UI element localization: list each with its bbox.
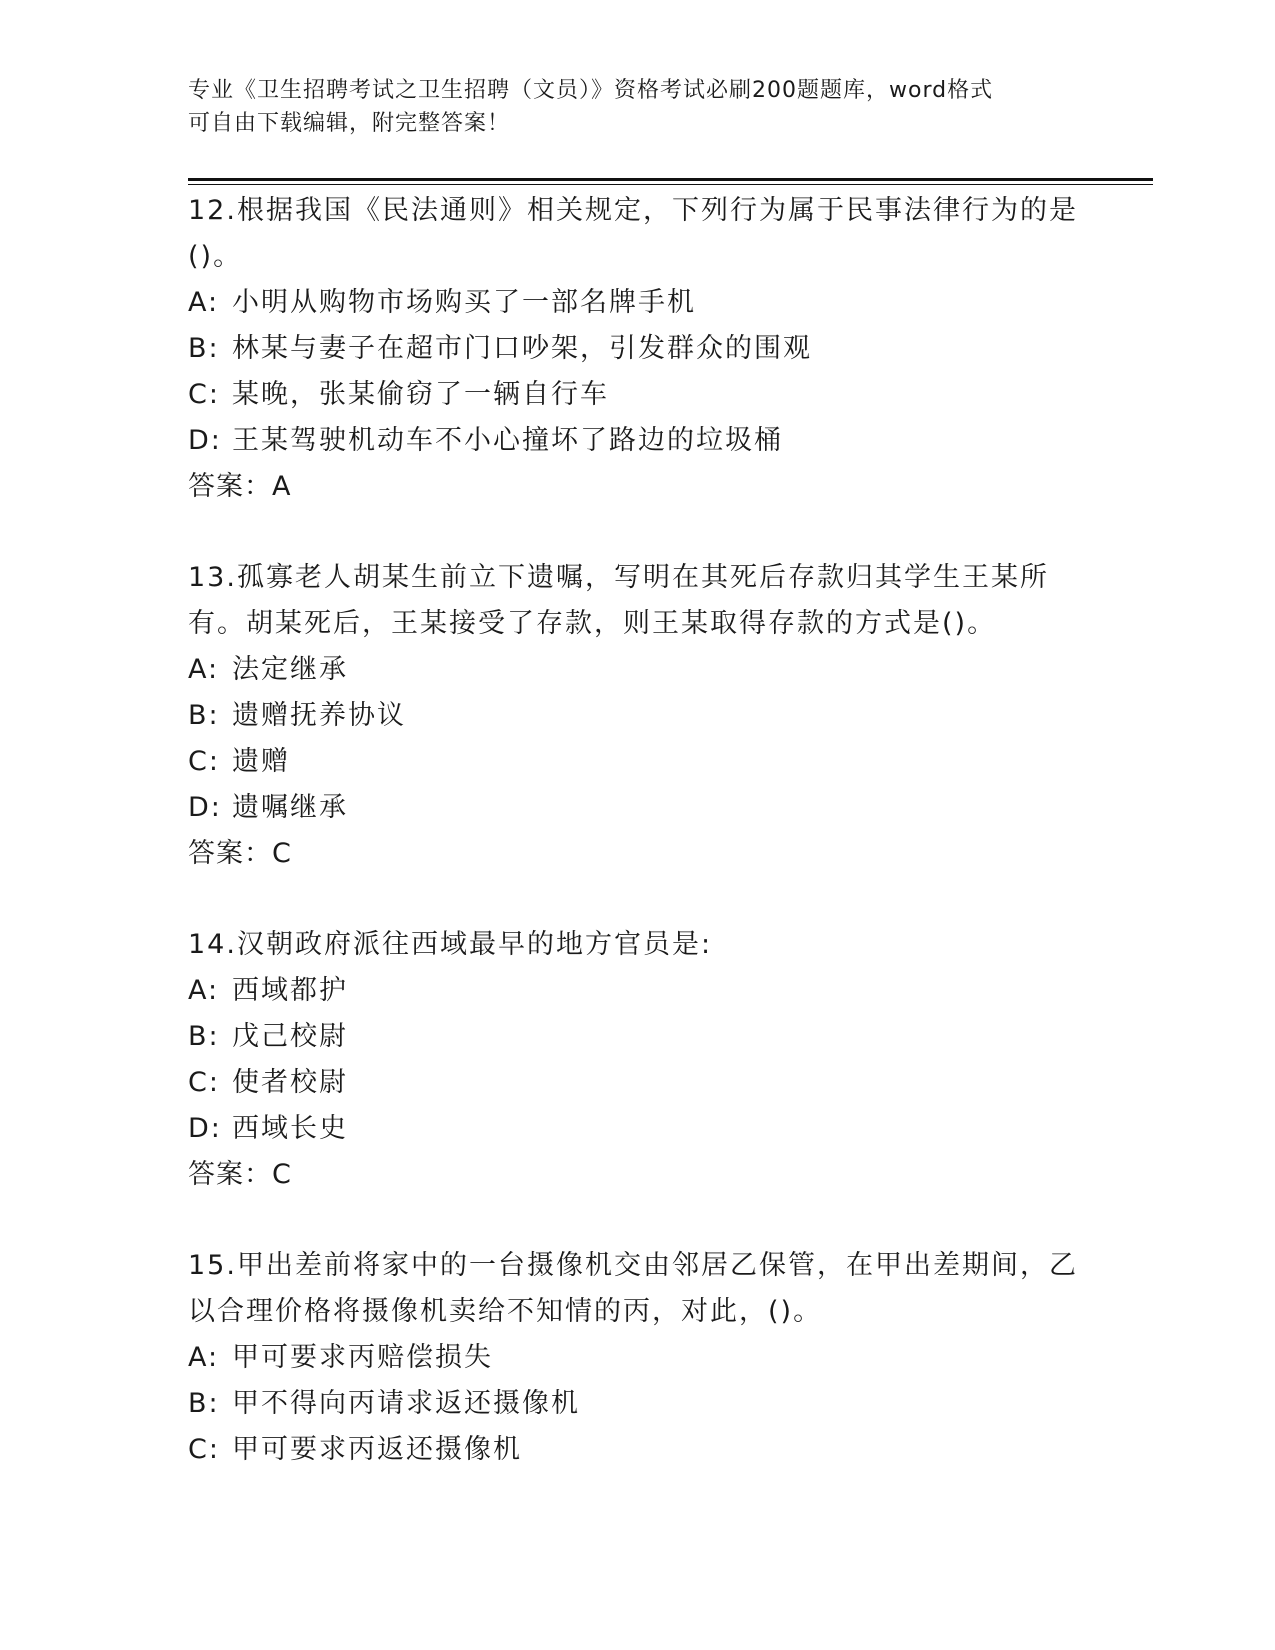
question-list (188, 188, 1088, 1518)
header-divider-thin (188, 184, 1153, 185)
question-13 (188, 555, 1088, 877)
question-stem: 14.汉朝政府派往西域最早的地方官员是: (188, 929, 713, 960)
option-b: B: 遗赠抚养协议 (188, 700, 406, 731)
option-b: B: 林某与妻子在超市门口吵架，引发群众的围观 (188, 333, 812, 364)
header-line-2: 可自由下载编辑，附完整答案！ (188, 111, 511, 136)
option-a: A: 小明从购物市场购买了一部名牌手机 (188, 287, 696, 318)
option-a: A: 甲可要求丙赔偿损失 (188, 1342, 493, 1373)
question-stem: 12.根据我国《民法通则》相关规定，下列行为属于民事法律行为的是()。 (188, 195, 1078, 272)
answer: 答案：C (188, 1159, 292, 1190)
option-c: C: 使者校尉 (188, 1067, 348, 1098)
option-c: C: 某晚，张某偷窃了一辆自行车 (188, 379, 609, 410)
question-15 (188, 1243, 1088, 1473)
option-a: A: 法定继承 (188, 654, 348, 685)
question-14 (188, 922, 1088, 1198)
option-c: C: 遗赠 (188, 746, 290, 777)
option-c: C: 甲可要求丙返还摄像机 (188, 1434, 522, 1465)
option-b: B: 戊己校尉 (188, 1021, 348, 1052)
option-b: B: 甲不得向丙请求返还摄像机 (188, 1388, 580, 1419)
option-d: D: 遗嘱继承 (188, 792, 348, 823)
answer: 答案：C (188, 838, 292, 869)
option-d: D: 西域长史 (188, 1113, 348, 1144)
option-d: D: 王某驾驶机动车不小心撞坏了路边的垃圾桶 (188, 425, 783, 456)
document-header (188, 74, 1088, 140)
header-divider-thick (188, 178, 1153, 181)
answer: 答案：A (188, 471, 292, 502)
question-stem: 13.孤寡老人胡某生前立下遗嘱，写明在其死后存款归其学生王某所有。胡某死后，王某接受了存款，则王某取得存款的方式是()。 (188, 562, 1049, 639)
option-a: A: 西域都护 (188, 975, 348, 1006)
header-line-1: 专业《卫生招聘考试之卫生招聘（文员）》资格考试必刷200题题库，word格式 (188, 78, 994, 103)
question-12 (188, 188, 1088, 510)
question-stem: 15.甲出差前将家中的一台摄像机交由邻居乙保管，在甲出差期间，乙以合理价格将摄像机卖给不知情的丙，对此，()。 (188, 1250, 1078, 1327)
